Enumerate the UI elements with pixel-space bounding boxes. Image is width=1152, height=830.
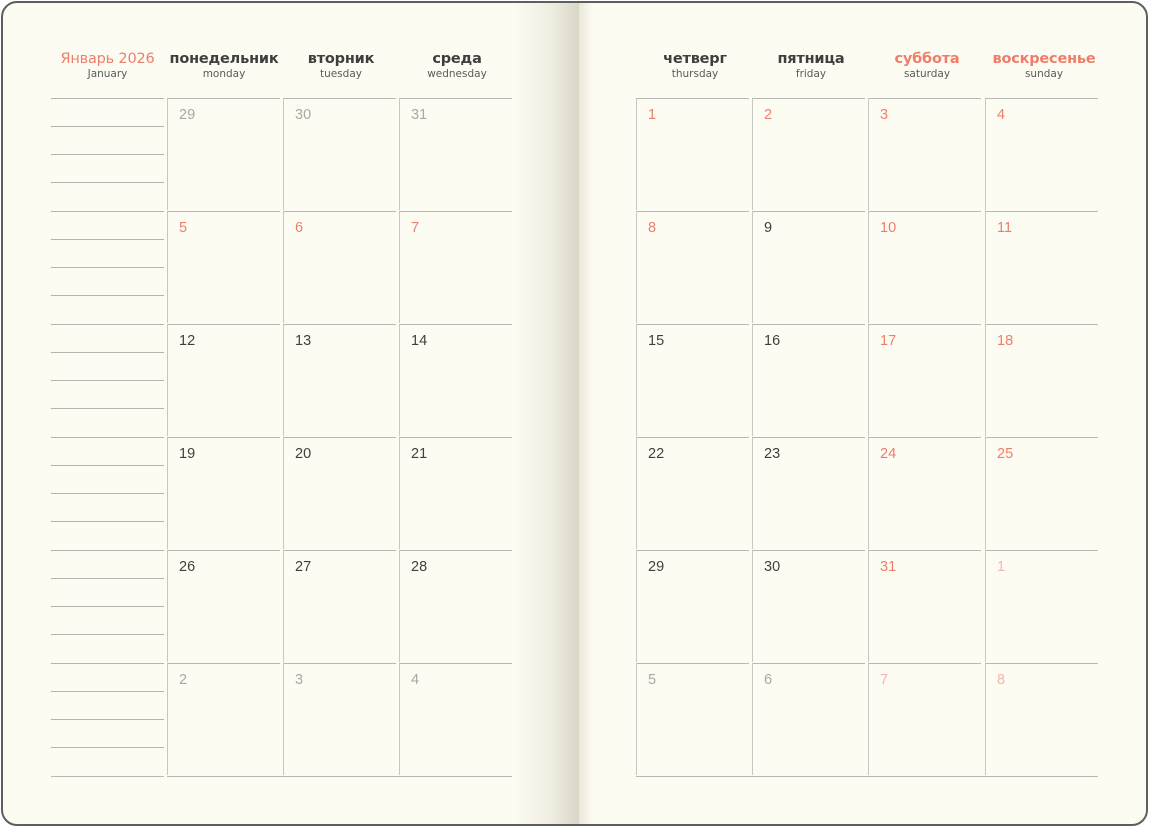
- week-notes-line[interactable]: [51, 182, 164, 183]
- day-number: 16: [764, 333, 781, 349]
- weekday-name-ru: четверг: [663, 51, 727, 67]
- day-number: 15: [648, 333, 665, 349]
- day-cell[interactable]: [399, 211, 512, 323]
- weekday-name-ru: вторник: [307, 51, 375, 67]
- day-number: 2: [764, 107, 773, 123]
- day-number: 8: [648, 220, 657, 236]
- week-notes-line[interactable]: [51, 324, 164, 325]
- day-cell[interactable]: [167, 98, 280, 210]
- day-number: 21: [411, 446, 428, 462]
- day-cell[interactable]: [752, 663, 865, 775]
- weekday-name-ru: суббота: [894, 51, 960, 67]
- week-notes-line[interactable]: [51, 211, 164, 212]
- day-cell[interactable]: [985, 550, 1098, 662]
- day-cell[interactable]: [636, 663, 749, 775]
- day-number: 8: [997, 672, 1006, 688]
- month-title: Январь 2026: [60, 51, 155, 67]
- day-number: 1: [997, 559, 1006, 575]
- notes-bottom-line: [51, 776, 164, 777]
- day-number: 31: [411, 107, 428, 123]
- month-subtitle: January: [87, 68, 128, 80]
- day-cell[interactable]: [985, 437, 1098, 549]
- day-number: 5: [179, 220, 188, 236]
- day-cell[interactable]: [399, 437, 512, 549]
- week-notes-line[interactable]: [51, 578, 164, 579]
- day-cell[interactable]: [985, 211, 1098, 323]
- day-cell[interactable]: [868, 663, 981, 775]
- planner-spread: [1, 1, 1148, 826]
- day-number: 4: [997, 107, 1006, 123]
- day-number: 6: [764, 672, 773, 688]
- day-cell[interactable]: [283, 437, 396, 549]
- week-notes-line[interactable]: [51, 380, 164, 381]
- day-number: 17: [880, 333, 897, 349]
- day-number: 27: [295, 559, 312, 575]
- day-cell[interactable]: [399, 324, 512, 436]
- day-cell[interactable]: [399, 550, 512, 662]
- week-notes-line[interactable]: [51, 747, 164, 748]
- day-number: 13: [295, 333, 312, 349]
- weekday-header-sunday: [974, 50, 1114, 80]
- page-gutter-shadow-right: [579, 3, 593, 824]
- day-number: 11: [997, 220, 1013, 236]
- day-number: 7: [411, 220, 420, 236]
- day-cell[interactable]: [636, 437, 749, 549]
- weekday-name-en: wednesday: [427, 68, 487, 80]
- week-notes-line[interactable]: [51, 634, 164, 635]
- day-number: 3: [880, 107, 889, 123]
- week-notes-line[interactable]: [51, 126, 164, 127]
- week-notes-line[interactable]: [51, 239, 164, 240]
- week-notes-line[interactable]: [51, 408, 164, 409]
- day-cell[interactable]: [399, 98, 512, 210]
- day-cell[interactable]: [283, 324, 396, 436]
- day-number: 29: [179, 107, 196, 123]
- day-number: 29: [648, 559, 665, 575]
- day-number: 20: [295, 446, 312, 462]
- day-cell[interactable]: [283, 98, 396, 210]
- day-cell[interactable]: [283, 211, 396, 323]
- day-cell[interactable]: [167, 663, 280, 775]
- day-number: 30: [295, 107, 312, 123]
- day-number: 10: [880, 220, 897, 236]
- day-cell[interactable]: [752, 324, 865, 436]
- weekday-name-ru: воскресенье: [992, 51, 1096, 67]
- page-fold: [578, 3, 579, 824]
- month-header: [51, 50, 164, 80]
- weekday-name-en: monday: [202, 68, 246, 80]
- weekday-name-en: sunday: [1024, 68, 1064, 80]
- week-notes-line[interactable]: [51, 493, 164, 494]
- day-number: 26: [179, 559, 196, 575]
- day-cell[interactable]: [399, 663, 512, 775]
- day-number: 25: [997, 446, 1014, 462]
- day-cell[interactable]: [985, 98, 1098, 210]
- day-number: 12: [179, 333, 196, 349]
- day-cell[interactable]: [167, 211, 280, 323]
- day-cell[interactable]: [752, 211, 865, 323]
- grid-bottom-line-right: [636, 776, 1098, 777]
- page-gutter-shadow: [513, 3, 579, 824]
- day-cell[interactable]: [167, 550, 280, 662]
- day-number: 2: [179, 672, 188, 688]
- weekday-header-wednesday: [387, 50, 527, 80]
- week-notes-line[interactable]: [51, 550, 164, 551]
- day-number: 6: [295, 220, 304, 236]
- day-cell[interactable]: [868, 437, 981, 549]
- day-cell[interactable]: [985, 324, 1098, 436]
- weekday-name-ru: среда: [432, 51, 482, 67]
- day-number: 23: [764, 446, 781, 462]
- week-notes-line[interactable]: [51, 437, 164, 438]
- weekday-name-ru: понедельник: [169, 51, 279, 67]
- day-cell[interactable]: [636, 324, 749, 436]
- day-cell[interactable]: [283, 663, 396, 775]
- day-number: 9: [764, 220, 773, 236]
- day-cell[interactable]: [868, 98, 981, 210]
- week-notes-line[interactable]: [51, 719, 164, 720]
- day-cell[interactable]: [636, 98, 749, 210]
- day-number: 31: [880, 559, 897, 575]
- weekday-name-en: saturday: [903, 68, 951, 80]
- day-cell[interactable]: [283, 550, 396, 662]
- day-number: 5: [648, 672, 657, 688]
- day-cell[interactable]: [752, 550, 865, 662]
- weekday-name-en: tuesday: [319, 68, 362, 80]
- week-notes-line[interactable]: [51, 521, 164, 522]
- day-cell[interactable]: [985, 663, 1098, 775]
- day-number: 1: [648, 107, 657, 123]
- weekday-name-en: friday: [795, 68, 827, 80]
- week-notes-line[interactable]: [51, 465, 164, 466]
- day-number: 19: [179, 446, 196, 462]
- day-number: 28: [411, 559, 428, 575]
- day-cell[interactable]: [636, 550, 749, 662]
- day-number: 4: [411, 672, 420, 688]
- weekday-name-en: thursday: [671, 68, 719, 80]
- day-number: 18: [997, 333, 1014, 349]
- week-notes-line[interactable]: [51, 663, 164, 664]
- week-notes-line[interactable]: [51, 352, 164, 353]
- week-notes-line[interactable]: [51, 154, 164, 155]
- day-cell[interactable]: [167, 324, 280, 436]
- day-number: 24: [880, 446, 897, 462]
- day-cell[interactable]: [636, 211, 749, 323]
- day-number: 3: [295, 672, 304, 688]
- week-notes-line[interactable]: [51, 691, 164, 692]
- grid-bottom-line-left: [167, 776, 512, 777]
- day-cell[interactable]: [167, 437, 280, 549]
- week-notes-line[interactable]: [51, 295, 164, 296]
- day-cell[interactable]: [752, 437, 865, 549]
- week-notes-line[interactable]: [51, 606, 164, 607]
- day-cell[interactable]: [868, 550, 981, 662]
- day-cell[interactable]: [868, 324, 981, 436]
- week-notes-line[interactable]: [51, 267, 164, 268]
- day-cell[interactable]: [752, 98, 865, 210]
- day-number: 22: [648, 446, 665, 462]
- day-number: 7: [880, 672, 889, 688]
- day-number: 30: [764, 559, 781, 575]
- week-notes-line[interactable]: [51, 98, 164, 99]
- day-number: 14: [411, 333, 428, 349]
- weekday-name-ru: пятница: [777, 51, 845, 67]
- day-cell[interactable]: [868, 211, 981, 323]
